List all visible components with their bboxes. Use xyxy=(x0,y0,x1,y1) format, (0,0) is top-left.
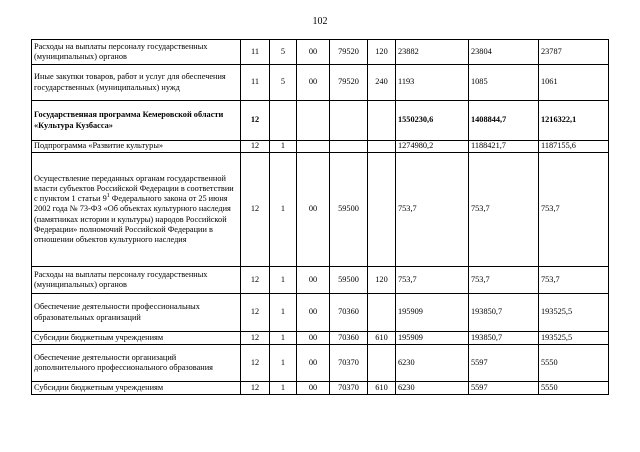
row-name: Обеспечение деятельности организаций дополнительного профессионального образования xyxy=(32,345,241,382)
code-2: 5 xyxy=(270,40,297,65)
code-2: 1 xyxy=(270,153,297,267)
value-2: 1188421,7 xyxy=(469,141,539,153)
code-1: 12 xyxy=(241,294,270,332)
code-3: 00 xyxy=(297,40,330,65)
code-2: 1 xyxy=(270,141,297,153)
row-name: Государственная программа Кемеровской области «Культура Кузбасса» xyxy=(32,101,241,141)
table-row xyxy=(32,101,609,141)
row-name xyxy=(32,153,241,267)
value-1: 1193 xyxy=(396,65,469,101)
value-3: 193525,5 xyxy=(539,332,609,345)
code-2: 5 xyxy=(270,65,297,101)
code-5 xyxy=(368,101,396,141)
code-4: 59500 xyxy=(330,153,368,267)
code-3: 00 xyxy=(297,65,330,101)
code-4: 79520 xyxy=(330,40,368,65)
code-5 xyxy=(368,153,396,267)
value-2: 193850,7 xyxy=(469,294,539,332)
table-row xyxy=(32,153,609,267)
code-3: 00 xyxy=(297,153,330,267)
table-row xyxy=(32,332,609,345)
code-1: 12 xyxy=(241,153,270,267)
code-5: 240 xyxy=(368,65,396,101)
row-name: Иные закупки товаров, работ и услуг для обеспечения государственных (муниципальных) нужд xyxy=(32,65,241,101)
code-4: 79520 xyxy=(330,65,368,101)
value-3: 5550 xyxy=(539,345,609,382)
code-3: 00 xyxy=(297,267,330,294)
row-name: Расходы на выплаты персоналу государственных (муниципальных) органов xyxy=(32,40,241,65)
code-5 xyxy=(368,294,396,332)
superscript: 1 xyxy=(106,193,110,200)
value-2: 23804 xyxy=(469,40,539,65)
row-name: Субсидии бюджетным учреждениям xyxy=(32,382,241,395)
code-2 xyxy=(270,101,297,141)
code-5: 120 xyxy=(368,267,396,294)
table-row xyxy=(32,267,609,294)
code-4: 70360 xyxy=(330,332,368,345)
table-row xyxy=(32,65,609,101)
code-2: 1 xyxy=(270,345,297,382)
code-3 xyxy=(297,101,330,141)
value-3: 753,7 xyxy=(539,153,609,267)
code-3: 00 xyxy=(297,332,330,345)
code-1: 12 xyxy=(241,141,270,153)
code-5 xyxy=(368,345,396,382)
code-1: 11 xyxy=(241,40,270,65)
value-3: 753,7 xyxy=(539,267,609,294)
value-3: 1216322,1 xyxy=(539,101,609,141)
code-4: 70360 xyxy=(330,294,368,332)
code-5: 610 xyxy=(368,382,396,395)
code-4 xyxy=(330,141,368,153)
table-row xyxy=(32,40,609,65)
code-4: 70370 xyxy=(330,345,368,382)
table-row xyxy=(32,345,609,382)
value-1: 6230 xyxy=(396,382,469,395)
code-4: 59500 xyxy=(330,267,368,294)
value-3: 23787 xyxy=(539,40,609,65)
row-name-text: Федерального закона от 25 июня 2002 года № 73-ФЗ «Об объектах культурного наследия (памятниках истории и культуры) народов Российской Федерации» полномочий Российской Федерации в отношении объектов культурного наследия xyxy=(34,194,231,244)
row-name: Подпрограмма «Развитие культуры» xyxy=(32,141,241,153)
value-1: 1550230,6 xyxy=(396,101,469,141)
value-1: 753,7 xyxy=(396,153,469,267)
row-name: Расходы на выплаты персоналу государственных (муниципальных) органов xyxy=(32,267,241,294)
value-3: 1061 xyxy=(539,65,609,101)
code-5: 610 xyxy=(368,332,396,345)
table-row xyxy=(32,382,609,395)
value-2: 753,7 xyxy=(469,153,539,267)
code-2: 1 xyxy=(270,332,297,345)
value-1: 1274980,2 xyxy=(396,141,469,153)
code-4: 70370 xyxy=(330,382,368,395)
value-2: 1408844,7 xyxy=(469,101,539,141)
code-3: 00 xyxy=(297,294,330,332)
value-2: 1085 xyxy=(469,65,539,101)
value-3: 193525,5 xyxy=(539,294,609,332)
code-2: 1 xyxy=(270,267,297,294)
value-2: 193850,7 xyxy=(469,332,539,345)
budget-table xyxy=(31,39,609,395)
code-1: 11 xyxy=(241,65,270,101)
value-1: 6230 xyxy=(396,345,469,382)
code-3 xyxy=(297,141,330,153)
value-1: 195909 xyxy=(396,332,469,345)
value-1: 23882 xyxy=(396,40,469,65)
table-row xyxy=(32,294,609,332)
code-5 xyxy=(368,141,396,153)
value-2: 753,7 xyxy=(469,267,539,294)
row-name-text: Осуществление переданных органам государственной власти субъектов Российской Федерации в соответствии с пунктом 1 статьи 9 xyxy=(34,173,234,204)
code-3: 00 xyxy=(297,345,330,382)
value-3: 1187155,6 xyxy=(539,141,609,153)
table-row xyxy=(32,141,609,153)
row-name: Обеспечение деятельности профессиональных образовательных организаций xyxy=(32,294,241,332)
code-5: 120 xyxy=(368,40,396,65)
code-3: 00 xyxy=(297,382,330,395)
value-2: 5597 xyxy=(469,382,539,395)
code-2: 1 xyxy=(270,294,297,332)
code-1: 12 xyxy=(241,345,270,382)
code-1: 12 xyxy=(241,332,270,345)
code-1: 12 xyxy=(241,267,270,294)
page-number: 102 xyxy=(312,16,328,27)
code-2: 1 xyxy=(270,382,297,395)
code-4 xyxy=(330,101,368,141)
code-1: 12 xyxy=(241,382,270,395)
value-3: 5550 xyxy=(539,382,609,395)
code-1: 12 xyxy=(241,101,270,141)
value-1: 753,7 xyxy=(396,267,469,294)
value-2: 5597 xyxy=(469,345,539,382)
value-1: 195909 xyxy=(396,294,469,332)
row-name: Субсидии бюджетным учреждениям xyxy=(32,332,241,345)
